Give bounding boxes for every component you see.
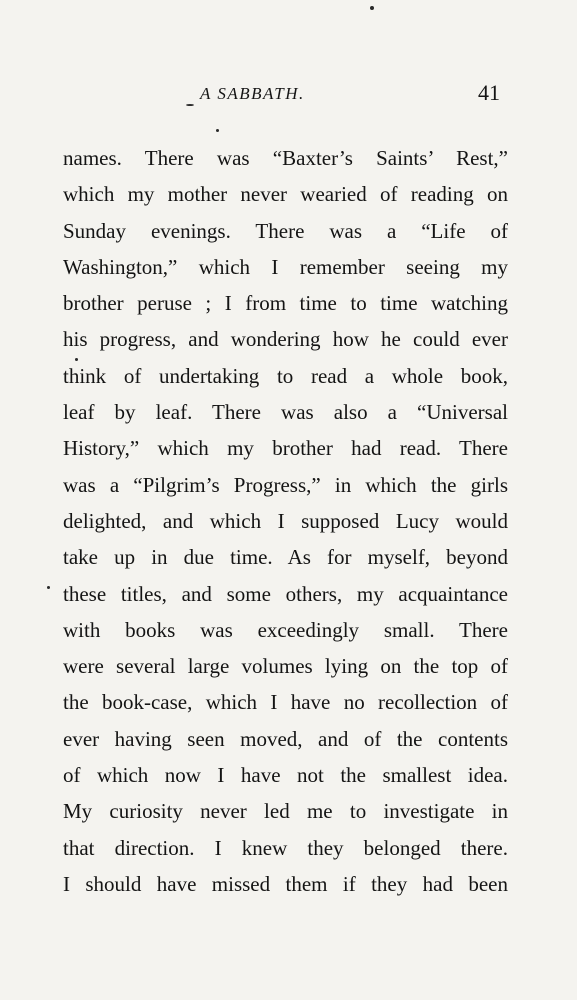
text-line: with books was exceedingly small. There [63,617,508,642]
page-number: 41 [478,80,500,105]
text-line: the book-case, which I have no recollection of [63,690,508,715]
text-line: My curiosity never led me to investigate in [63,799,508,824]
text-line: was a “Pilgrim’s Progress,” in which the girls [63,472,508,497]
text-line: brother peruse ; I from time to time watching [63,291,508,316]
text-line: names. There was “Baxter’s Saints’ Rest,” [63,146,508,170]
text-line: take up in due time. As for myself, beyond [63,545,508,570]
text-line: delighted, and which I supposed Lucy would [63,508,508,533]
text-line: leaf by leaf. There was also a “Universal [63,400,508,425]
text-line: that direction. I knew they belonged there. [63,835,508,860]
text-line: which my mother never wearied of reading on [63,182,508,207]
ink-speck [370,6,374,10]
text-line: think of undertaking to read a whole book, [63,363,508,388]
text-line: Washington,” which I remember seeing my [63,254,508,279]
text-line: his progress, and wondering how he could ever [63,327,508,352]
running-head-title: A SABBATH. [200,84,305,103]
text-line: ever having seen moved, and of the contents [63,726,508,751]
ink-speck [186,104,194,106]
text-line: were several large volumes lying on the top of [63,654,508,679]
text-line: I should have missed them if they had been [63,871,508,896]
ink-speck [216,129,219,132]
text-line: of which now I have not the smallest idea. [63,763,508,788]
body-text [63,140,508,902]
ink-speck [47,586,50,589]
ink-speck [75,358,78,361]
text-line: these titles, and some others, my acquaintance [63,581,508,606]
text-line: History,” which my brother had read. There [63,436,508,461]
text-line: Sunday evenings. There was a “Life of [63,218,508,243]
